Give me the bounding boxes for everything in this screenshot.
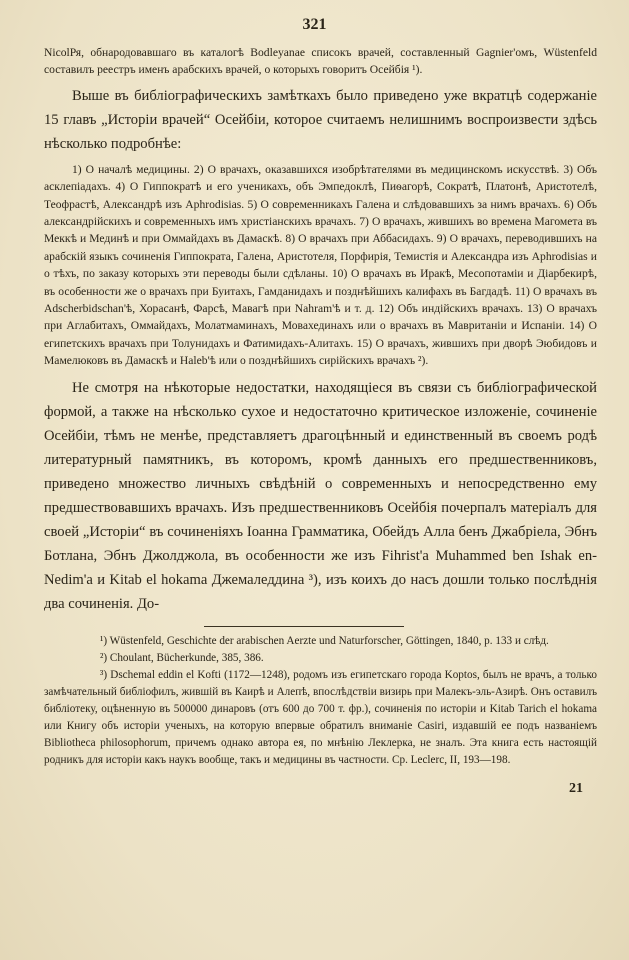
main-paragraph: Не смотря на нѣкоторые недостатки, находящіеся въ связи съ библіографической формой, а также на нѣсколько сухое и недостаточно критическое изложеніе, сочиненіе Осейбіи, тѣмъ не менѣе, представляетъ драгоцѣнный и единственный въ своемъ родѣ литературный памятникъ, въ которомъ, кромѣ данныхъ его предшественниковъ, приведено множество личныхъ свѣдѣній о современныхъ и непосредственно ему предшествовавшихъ врачахъ. Изъ предшественниковъ Осейбія почерпалъ матеріалъ для своей „Исторіи“ въ сочиненіяхъ Іоанна Грамматика, Обейдъ Алла бенъ Джабріела, Эбнъ Ботлана, Эбнъ Джолджола, въ особенности же изъ Fihrist'a Muhammed ben Ishak en-Nedim'a и Kitab el hokama Джемаледдина ³), изъ коихъ до насъ дошли только послѣднія два сочиненія. До- bbox=[44, 379, 597, 612]
footnote-1: ¹) Wüstenfeld, Geschichte der arabischen Aerzte und Naturforscher, Göttingen, 1840, p. 133 и слѣд. bbox=[100, 634, 549, 647]
page-number: 321 bbox=[302, 16, 327, 33]
footnote-2: ²) Choulant, Bücherkunde, 385, 386. bbox=[100, 651, 264, 664]
footnote-divider bbox=[204, 626, 404, 627]
chapter-list: 1) О началѣ медицины. 2) О врачахъ, оказавшихся изобрѣтателями въ медицинскомъ искусствѣ. 3) Объ асклепіадахъ. 4) О Гиппократѣ и его ученикахъ, объ Эмпедоклѣ, Пиѳагорѣ, Сократѣ, Платонѣ, Аристотелѣ, Теофрастѣ, Александрѣ изъ Aphrodisias. 5) О современникахъ Галена и слѣдовавшихъ за нимъ врачахъ. 6) Объ александрійскихъ и современныхъ имъ христіанскихъ врачахъ. 7) О врачахъ, жившихъ во времена Магомета въ Меккѣ и Мединѣ и при Оммайдахъ въ Дамаскѣ. 8) О врачахъ при Аббасидахъ. 9) О врачахъ, переводившихъ на арабскій языкъ сочиненія Гиппократа, Галена, Аристотеля, Порфирія, Темистія и Александра изъ Aphrodisias и о тѣхъ, по заказу которыхъ эти переводы были сдѣланы. 10) О врачахъ въ Иракѣ, Месопотаміи и Діарбекирѣ, въ особенности же о врачахъ при Буитахъ, Гамданидахъ и позднѣйшихъ калифахъ въ Багдадѣ. 11) О врачахъ въ Adscherbidschan'ѣ, Хорасанѣ, Фарсѣ, Мавагѣ при Nahram'ѣ и т. д. 12) Объ индійскихъ врачахъ. 13) О врачахъ при Аглабитахъ, Оммайдахъ, Молатмаминахъ, Мовахединахъ или о врачахъ въ Мавританіи и Испаніи. 14) О египетскихъ врачахъ при Толунидахъ и Фатимидахъ-Алитахъ. 15) О врачахъ, жившихъ при дворѣ Эюбидовъ и Мамелюковъ въ Дамаскѣ и Haleb'ѣ или о позднѣйшихъ сирійскихъ врачахъ ²). bbox=[44, 162, 597, 368]
signature-mark: 21 bbox=[569, 780, 583, 796]
page-body bbox=[44, 44, 597, 797]
intro-paragraph: Выше въ библіографическихъ замѣткахъ было приведено уже вкратцѣ содержаніе 15 главъ „Исторіи врачей“ Осейбіи, которое считаемъ нелишнимъ воспроизвести здѣсь нѣсколько подробнѣе: bbox=[44, 87, 597, 152]
footnote-3: ³) Dschemal eddin el Kofti (1172—1248), родомъ изъ египетскаго города Koptos, былъ не врачъ, а только замѣчательный библіофилъ, жившій въ Каирѣ и Алепѣ, впослѣдствіи визирь при Малекъ-эль-Азирѣ. Онъ оставилъ библіотеку, оцѣненную въ 500000 динаровъ (отъ 600 до 700 т. фр.), сочиненія по исторіи и Kitab Tarich el hokama или Книгу объ исторіи ученыхъ, на которую впервые обратилъ вниманіе Casiri, издавшій ее подъ названіемъ Bibliotheca philosophorum, причемъ однако автора ея, по мнѣнію Леклерка, не зналъ. Эта книга есть настоящій родникъ для исторіи какъ наукъ вообще, такъ и медицины въ частности. Ср. Leclerc, II, 193—198. bbox=[44, 668, 597, 766]
opening-paragraph: NicolРя, обнародовавшаго въ каталогѣ Bodleyanae списокъ врачей, составленный Gagnier'омъ, Wüstenfeld составилъ реестръ именъ арабскихъ врачей, о которыхъ говоритъ Осейбія ¹). bbox=[44, 46, 597, 77]
